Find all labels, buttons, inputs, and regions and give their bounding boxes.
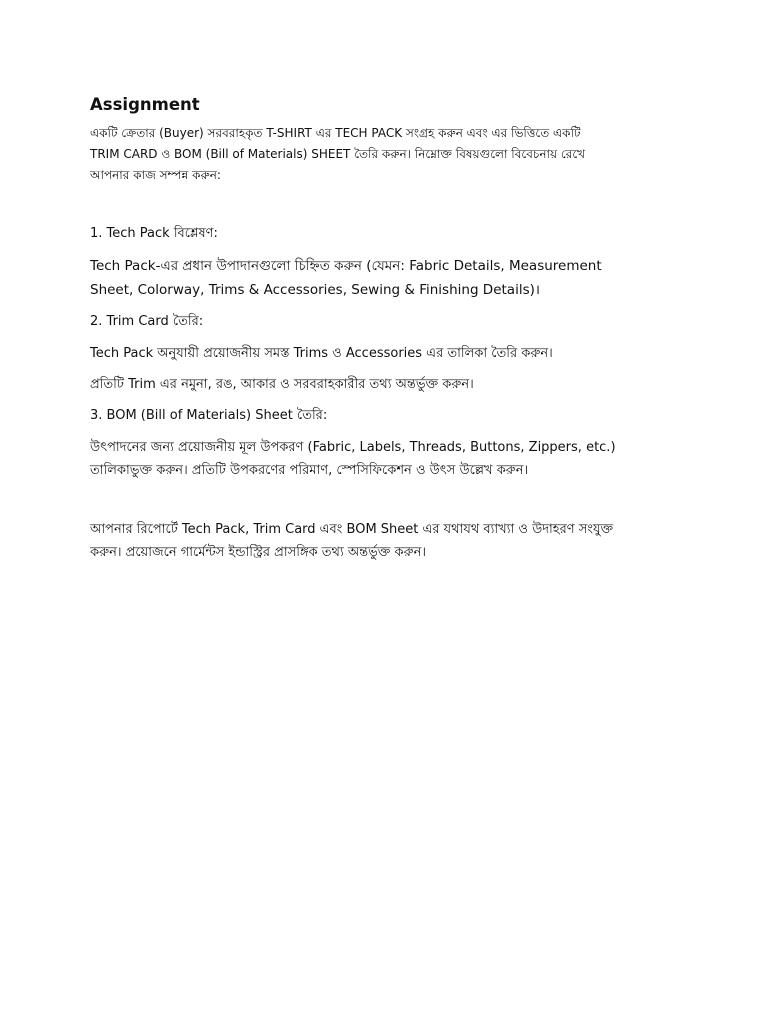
section-paragraph [90, 373, 690, 396]
intro-line: আপনার কাজ সম্পন্ন করুন: [90, 168, 221, 182]
section-heading-tech-pack [90, 222, 690, 245]
section-heading-trim-card [90, 310, 690, 333]
document-title: Assignment [90, 95, 200, 114]
intro-line: একটি ক্রেতার (Buyer) সরবরাহকৃত T-SHIRT এর TECH PACK সংগ্রহ করুন এবং এর ভিত্তিতে একটি [90, 126, 581, 140]
paragraph-line: তালিকাভুক্ত করুন। প্রতিটি উপকরণের পরিমাণ, স্পেসিফিকেশন ও উৎস উল্লেখ করুন। [90, 463, 529, 478]
closing-line: করুন। প্রয়োজনে গার্মেন্টস ইন্ডাস্ট্রির প্রাসঙ্গিক তথ্য অন্তর্ভুক্ত করুন। [90, 545, 427, 560]
paragraph-line: Sheet, Colorway, Trims & Accessories, Sewing & Finishing Details)। [90, 282, 540, 298]
paragraph-line: প্রতিটি Trim এর নমুনা, রঙ, আকার ও সরবরাহকারীর তথ্য অন্তর্ভুক্ত করুন। [90, 377, 474, 392]
paragraph-line: উৎপাদনের জন্য প্রয়োজনীয় মূল উপকরণ (Fabric, Labels, Threads, Buttons, Zippers, etc.) [90, 440, 616, 455]
paragraph-line: Tech Pack অনুযায়ী প্রয়োজনীয় সমস্ত Trims ও Accessories এর তালিকা তৈরি করুন। [90, 346, 553, 361]
section-heading-text: 3. BOM (Bill of Materials) Sheet তৈরি: [90, 408, 328, 423]
paragraph-line: Tech Pack-এর প্রধান উপাদানগুলো চিহ্নিত করুন (যেমন: Fabric Details, Measurement [90, 258, 602, 274]
document-body [90, 94, 690, 564]
section-heading-text: 1. Tech Pack বিশ্লেষণ: [90, 226, 218, 241]
section-paragraph [90, 342, 690, 365]
section-heading-bom-sheet [90, 404, 690, 427]
section-paragraph [90, 254, 690, 302]
closing-line: আপনার রিপোর্টে Tech Pack, Trim Card এবং BOM Sheet এর যথাযথ ব্যাখ্যা ও উদাহরণ সংযুক্ত [90, 522, 614, 537]
section-heading-text: 2. Trim Card তৈরি: [90, 314, 204, 329]
section-paragraph [90, 436, 690, 482]
intro-line: TRIM CARD ও BOM (Bill of Materials) SHEET তৈরি করুন। নিম্নোক্ত বিষয়গুলো বিবেচনায় রেখে [90, 147, 586, 161]
closing-paragraph [90, 518, 690, 564]
intro-paragraph [90, 123, 690, 186]
